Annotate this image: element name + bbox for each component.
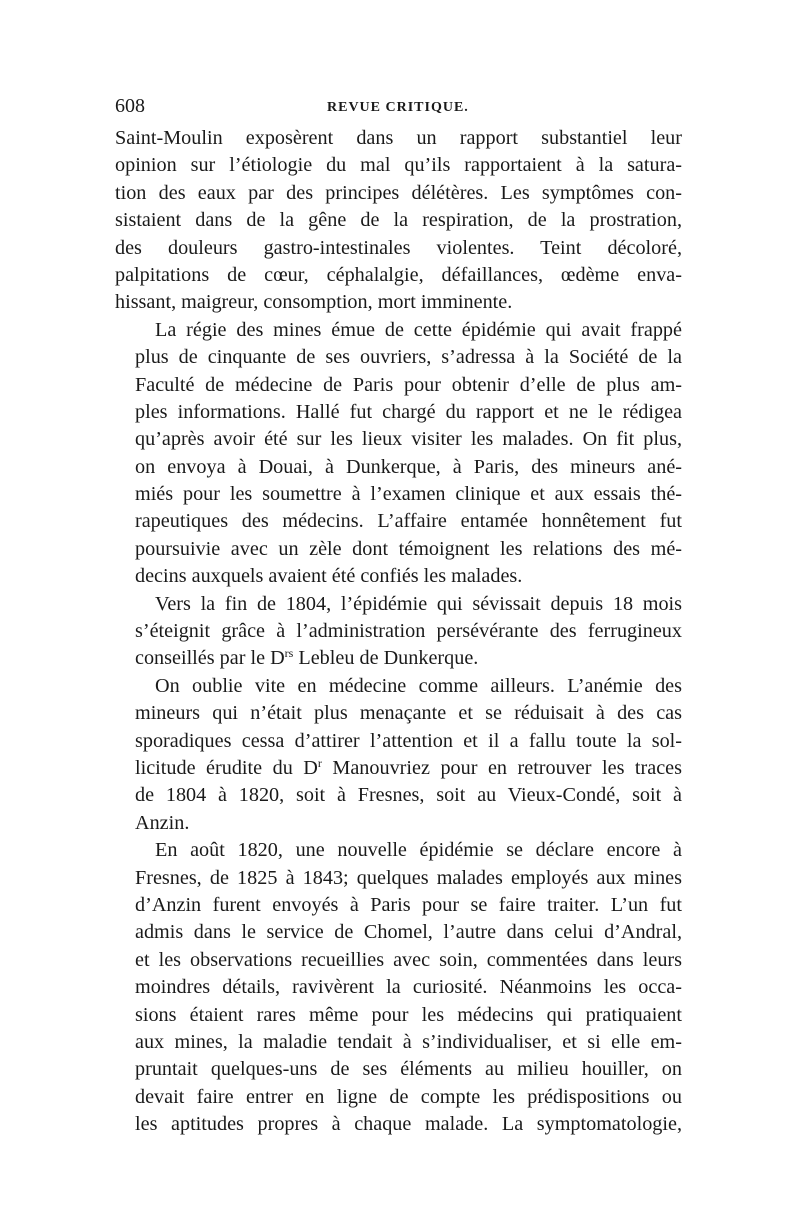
- text-line: decins auxquels avaient été confiés les malades.: [135, 565, 523, 588]
- body-text: [115, 125, 682, 1138]
- text-line: sporadiques cessa d’attirer l’attention et il a fallu toute la sol-: [135, 729, 682, 752]
- text-line: moindres détails, ravivèrent la curiosité. Néanmoins les occa-: [135, 976, 682, 999]
- text-line: de 1804 à 1820, soit à Fresnes, soit au Vieux-Condé, soit à: [135, 784, 682, 807]
- paragraph: [115, 673, 682, 837]
- text-line: Fresnes, de 1825 à 1843; quelques malades employés aux mines: [135, 866, 682, 889]
- text-line: tion des eaux par des principes délétères. Les symptômes con-: [115, 181, 682, 204]
- text-line: mineurs qui n’était plus menaçante et se réduisait à des cas: [135, 702, 682, 725]
- page-number: 608: [115, 95, 145, 117]
- text-line: Faculté de médecine de Paris pour obtenir d’elle de plus am-: [135, 373, 682, 396]
- text-line: On oublie vite en médecine comme ailleurs. L’anémie des: [155, 674, 682, 697]
- text-line: rapeutiques des médecins. L’affaire entamée honnêtement fut: [135, 510, 682, 533]
- text-line: et les observations recueillies avec soin, commentées dans leurs: [135, 948, 682, 971]
- text-line: aux mines, la maladie tendait à s’individualiser, et si elle em-: [135, 1030, 682, 1053]
- text-line: d’Anzin furent envoyés à Paris pour se faire traiter. L’un fut: [135, 893, 682, 916]
- text-line: La régie des mines émue de cette épidémie qui avait frappé: [155, 318, 682, 341]
- text-line: devait faire entrer en ligne de compte les prédispositions ou: [135, 1085, 682, 1108]
- paragraph: [115, 317, 682, 591]
- text-line: opinion sur l’étiologie du mal qu’ils rapportaient à la satura-: [115, 154, 682, 177]
- text-segment: conseillés par le D: [135, 647, 285, 670]
- page-header: [115, 95, 682, 125]
- text-line: Saint-Moulin exposèrent dans un rapport substantiel leur: [115, 127, 682, 149]
- text-line: ples informations. Hallé fut chargé du rapport et ne le rédigea: [135, 400, 682, 423]
- text-line: poursuivie avec un zèle dont témoignent les relations des mé-: [135, 537, 682, 560]
- text-line: [115, 755, 682, 782]
- paragraph: [115, 591, 682, 673]
- text-line: plus de cinquante de ses ouvriers, s’adressa à la Société de la: [135, 346, 682, 369]
- text-line: hissant, maigreur, consomption, mort imminente.: [115, 291, 513, 314]
- text-line: sistaient dans de la gêne de la respiration, de la prostration,: [115, 209, 682, 232]
- text-line: s’éteignit grâce à l’administration persévérante des ferrugineux: [135, 620, 682, 643]
- text-segment: Manouvriez pour en retrouver les traces: [321, 756, 682, 779]
- text-line: miés pour les soumettre à l’examen clinique et aux essais thé-: [135, 483, 682, 506]
- text-line: Vers la fin de 1804, l’épidémie qui sévissait depuis 18 mois: [155, 592, 682, 615]
- running-title: REVUE CRITIQUE.: [327, 100, 469, 115]
- text-line: Anzin.: [135, 811, 190, 834]
- paragraph: [115, 837, 682, 1138]
- text-segment: licitude érudite du D: [135, 756, 318, 779]
- text-line: admis dans le service de Chomel, l’autre dans celui d’Andral,: [135, 921, 682, 944]
- text-line: sions étaient rares même pour les médecins qui pratiquaient: [135, 1003, 682, 1026]
- text-line: [115, 645, 682, 672]
- text-line: on envoya à Douai, à Dunkerque, à Paris, des mineurs ané-: [135, 455, 682, 478]
- superscript: rs: [284, 646, 294, 661]
- text-line: les aptitudes propres à chaque malade. La symptomatologie,: [135, 1113, 682, 1136]
- text-line: qu’après avoir été sur les lieux visiter les malades. On fit plus,: [135, 428, 682, 451]
- text-segment: Lebleu de Dunkerque.: [293, 647, 479, 670]
- paragraph: [115, 125, 682, 317]
- text-line: En août 1820, une nouvelle épidémie se déclare encore à: [155, 839, 682, 862]
- text-line: palpitations de cœur, céphalalgie, défaillances, œdème enva-: [115, 263, 682, 286]
- text-line: des douleurs gastro-intestinales violentes. Teint décoloré,: [115, 236, 682, 259]
- text-line: pruntait quelques-uns de ses éléments au milieu houiller, on: [135, 1058, 682, 1081]
- superscript: r: [317, 755, 322, 770]
